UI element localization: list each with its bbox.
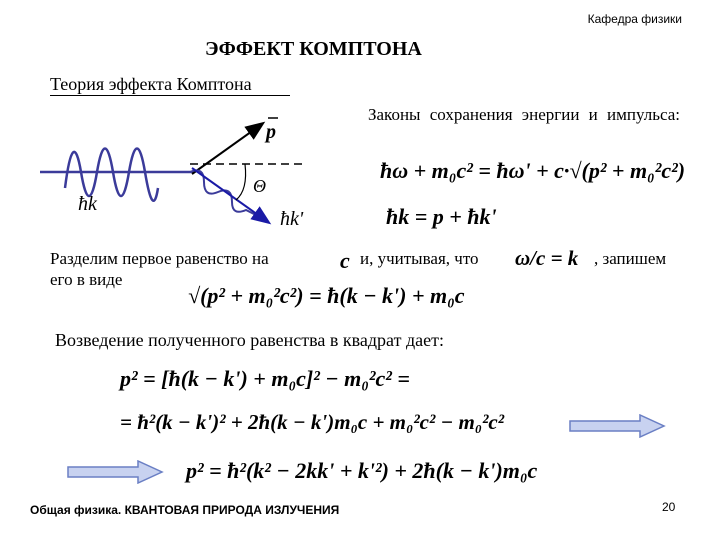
electron-momentum-arrow bbox=[192, 124, 262, 174]
squared-formula-line-3: p² = ħ²(k² − 2kk' + k'²) + 2ħ(k − k')m₀c bbox=[186, 458, 538, 483]
conservation-laws-text: Законы сохранения энергии и импульса: bbox=[368, 105, 680, 124]
slide-title: ЭФФЕКТ КОМПТОНА bbox=[205, 38, 422, 60]
continuation-arrow-left bbox=[66, 460, 166, 484]
scattered-photon-label: ħk' bbox=[280, 208, 304, 230]
momentum-label: p bbox=[266, 121, 276, 143]
energy-conservation-formula: ħω + m₀c² = ħω' + c·√(p² + m₀²c²) bbox=[380, 158, 686, 183]
squared-formula-line-1: p² = [ħ(k − k') + m₀c]² − m₀²c² = bbox=[120, 366, 410, 391]
angle-label: Θ bbox=[253, 176, 266, 196]
continuation-arrow-right bbox=[568, 414, 668, 438]
divide-text-1: Разделим первое равенство на bbox=[50, 249, 269, 268]
page-number: 20 bbox=[662, 500, 676, 514]
squaring-text: Возведение полученного равенства в квадрат дает: bbox=[55, 330, 444, 350]
divide-text-2: его в виде bbox=[50, 270, 123, 289]
divide-by-c: c bbox=[340, 248, 350, 273]
section-heading: Теория эффекта Комптона bbox=[50, 74, 252, 94]
compton-diagram bbox=[40, 100, 350, 240]
department-header: Кафедра физики bbox=[587, 12, 682, 26]
squared-formula-line-2: = ħ²(k − k')² + 2ħ(k − k')m₀c + m₀²c² − m₀²c² bbox=[120, 410, 505, 434]
section-underline bbox=[50, 95, 290, 96]
incident-photon-label: ħk bbox=[78, 193, 97, 215]
course-footer: Общая физика. КВАНТОВАЯ ПРИРОДА ИЗЛУЧЕНИЯ bbox=[30, 503, 340, 517]
relation-formula: ω/c = k bbox=[515, 246, 579, 270]
rearranged-formula: √(p² + m₀²c²) = ħ(k − k') + m₀c bbox=[188, 283, 465, 308]
angle-arc bbox=[236, 164, 246, 200]
considering-text: и, учитывая, что bbox=[360, 249, 479, 268]
write-text: , запишем bbox=[594, 249, 667, 268]
momentum-conservation-formula: ħk = p + ħk' bbox=[386, 204, 497, 229]
